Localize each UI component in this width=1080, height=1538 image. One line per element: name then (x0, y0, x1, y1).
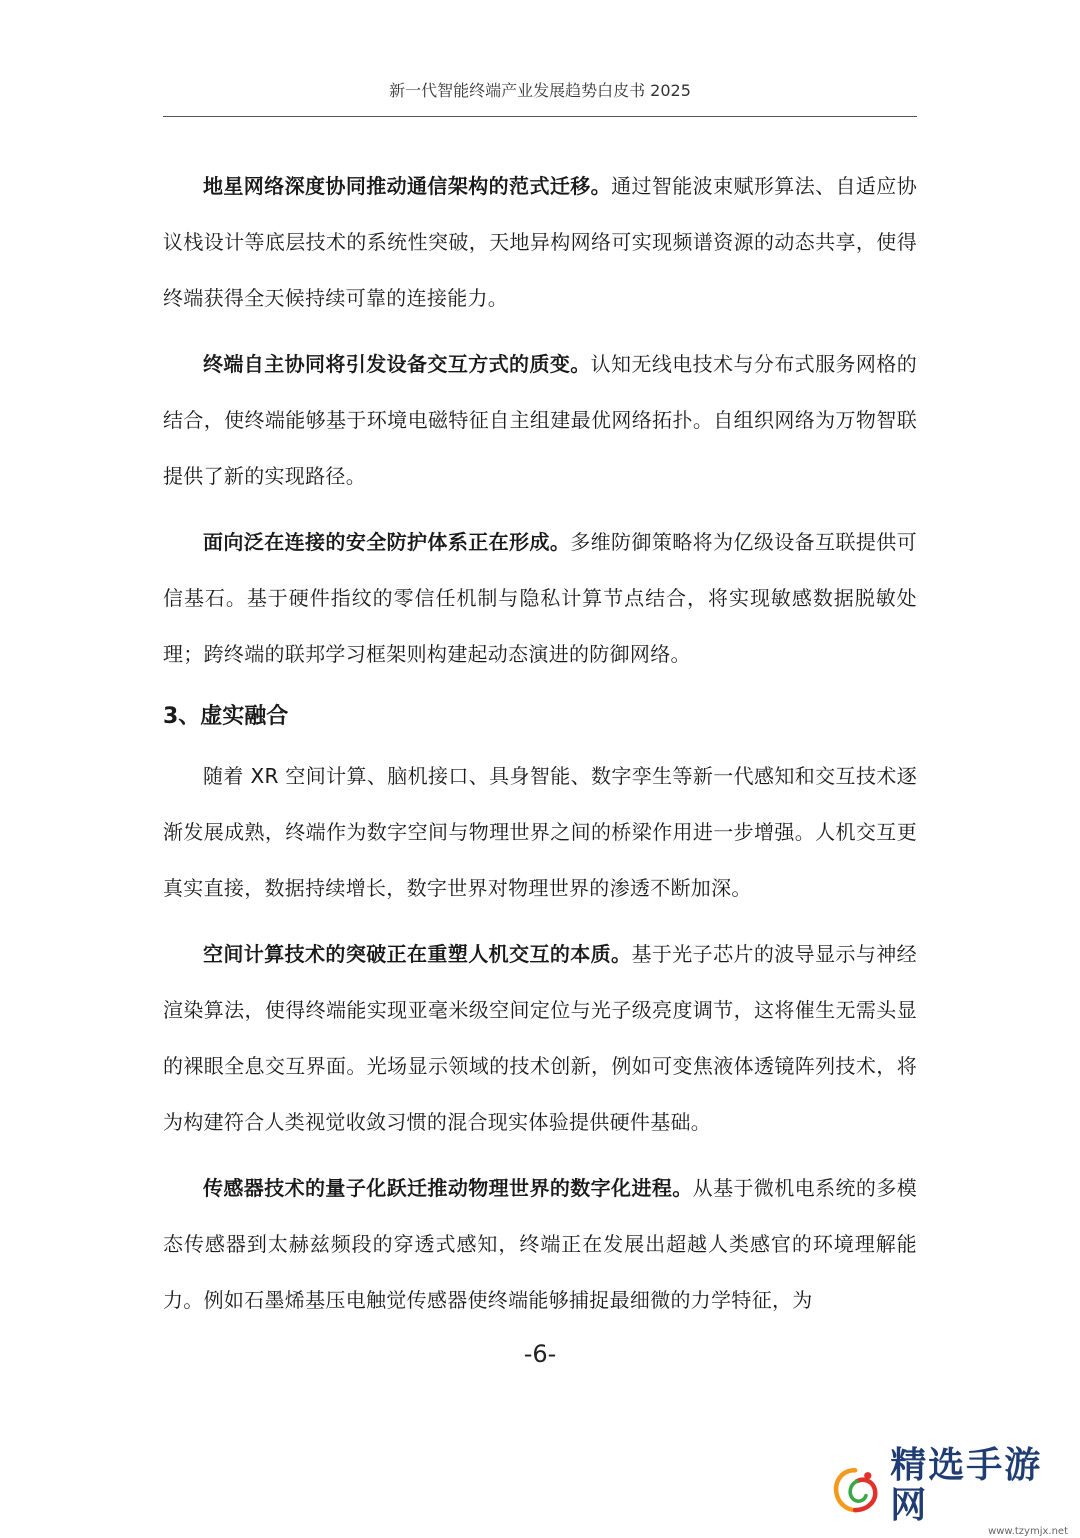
header-divider (163, 116, 917, 117)
document-body (163, 158, 917, 1338)
swirl-logo-icon (828, 1463, 882, 1521)
paragraph-text: 随着 XR 空间计算、脑机接口、具身智能、数字孪生等新一代感知和交互技术逐渐发展成熟，终端作为数字空间与物理世界之间的桥梁作用进一步增强。人机交互更真实直接，数据持续增长，数字世界对物理世界的渗透不断加深。 (163, 764, 917, 900)
watermark-name: 精选手游网 (890, 1445, 1043, 1526)
watermark (828, 1445, 1068, 1537)
paragraph-text: 基于光子芯片的波导显示与神经渲染算法，使得终端能实现亚毫米级空间定位与光子级亮度调节，这将催生无需头显的裸眼全息交互界面。光场显示领域的技术创新，例如可变焦液体透镜阵列技术，将为构建符合人类视觉收敛习惯的混合现实体验提供硬件基础。 (163, 942, 917, 1134)
paragraph-lead: 面向泛在连接的安全防护体系正在形成。 (203, 530, 571, 554)
paragraph-text: 多维防御策略将为亿级设备互联提供可信基石。基于硬件指纹的零信任机制与隐私计算节点结合，将实现敏感数据脱敏处理；跨终端的联邦学习框架则构建起动态演进的防御网络。 (163, 530, 917, 666)
paragraph-6 (163, 1160, 917, 1328)
paragraph-lead: 空间计算技术的突破正在重塑人机交互的本质。 (203, 942, 632, 966)
section-heading: 3、虚实融合 (163, 704, 289, 729)
paragraph-5 (163, 926, 917, 1150)
paragraph-3 (163, 514, 917, 682)
paragraph-4 (163, 748, 917, 916)
paragraph-text: 认知无线电技术与分布式服务网格的结合，使终端能够基于环境电磁特征自主组建最优网络拓扑。自组织网络为万物智联提供了新的实现路径。 (163, 352, 917, 488)
paragraph-text: 从基于微机电系统的多模态传感器到太赫兹频段的穿透式感知，终端正在发展出超越人类感官的环境理解能力。例如石墨烯基压电触觉传感器使终端能够捕捉最细微的力学特征，为 (163, 1176, 917, 1312)
watermark-url: www.tzymjx.net (988, 1526, 1068, 1537)
paragraph-2 (163, 336, 917, 504)
paragraph-text: 通过智能波束赋形算法、自适应协议栈设计等底层技术的系统性突破，天地异构网络可实现频谱资源的动态共享，使得终端获得全天候持续可靠的连接能力。 (163, 174, 918, 310)
paragraph-lead: 传感器技术的量子化跃迁推动物理世界的数字化进程。 (203, 1176, 693, 1200)
watermark-text (890, 1446, 1068, 1538)
paragraph-1 (163, 158, 917, 326)
paragraph-lead: 地星网络深度协同推动通信架构的范式迁移。 (203, 174, 612, 198)
paragraph-lead: 终端自主协同将引发设备交互方式的质变。 (203, 352, 591, 376)
page-number: -6- (523, 1340, 557, 1368)
page-header: 新一代智能终端产业发展趋势白皮书 2025 (389, 81, 691, 100)
